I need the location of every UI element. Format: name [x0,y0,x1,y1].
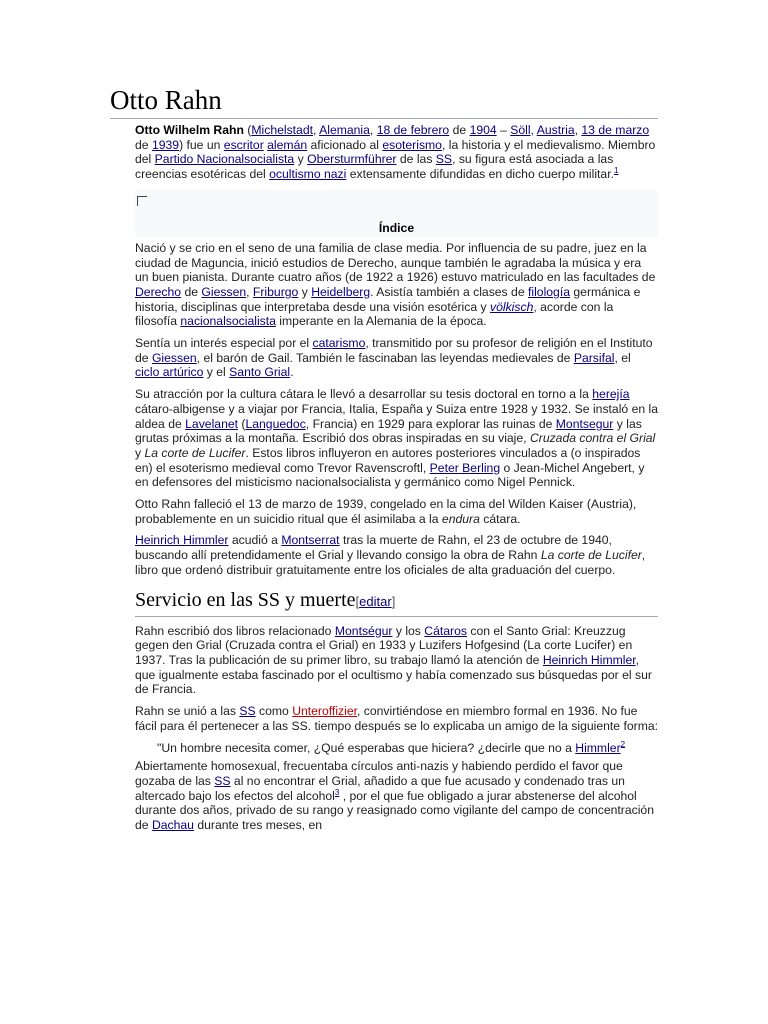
section-heading-servicio [135,588,658,617]
book-title: La corte de Lucifer [144,445,246,460]
text: , [313,123,320,137]
link-cataros[interactable]: Cátaros [424,623,467,638]
text: al no encontrar el Grial, añadido a que fue acusado y condenado tras un altercado bajo los efectos del alcohol [135,773,625,803]
text: , [369,123,377,137]
text: Otto Rahn falleció el 13 de marzo de 1939, congelado en la cima del Wilden Kaiser (Austria), probablemente en un suicidio ritual que él asimilaba a la [135,497,637,526]
link-austria[interactable]: Austria [536,123,575,137]
toc-toggle-checkbox[interactable] [137,196,147,206]
text: durante tres meses, en [193,818,323,833]
text: Rahn se unió a las [135,704,240,719]
text: y [298,284,312,299]
link-volkisch[interactable]: völkisch [490,299,534,314]
link-esoterismo[interactable]: esoterismo [382,137,442,152]
link-alemania[interactable]: Alemania [319,123,370,137]
text: , [246,284,253,299]
text: . Estos libros influyeron en autores posteriores vinculados a (o inspirados en) el esoterismo medieval como Trevor Ravenscroftl, [135,445,641,475]
text: , el barón de Gail. También le fascinaban las leyendas medievales de [196,350,574,365]
text: , transmitido por su profesor de religión en el Instituto de [135,336,653,365]
text: , convirtiéndose en miembro formal en 1936. No fue fácil para él pertenecer a las SS. tiempo después se lo explicaba un amigo de la siguiente forma: [135,704,659,733]
link-michelstadt[interactable]: Michelstadt [251,123,313,137]
text: y [135,445,145,460]
paragraph-early-life [135,241,658,329]
text: ( [243,123,252,137]
paragraph-catarismo [135,336,658,380]
text: , el [614,350,631,365]
text: cátara. [479,511,521,526]
text: y el [203,365,230,380]
link-obersturmfuhrer[interactable]: Obersturmführer [307,152,397,167]
intro-paragraph [135,123,658,182]
text: , Francia) en 1929 para explorar las ruinas de [305,416,556,431]
text: . [290,365,294,380]
link-santo-grial[interactable]: Santo Grial [229,365,291,380]
article-body [135,123,658,840]
table-of-contents [135,190,658,237]
page-title: Otto Rahn [110,84,658,119]
edit-section-link[interactable]: editar [359,593,392,609]
paragraph-thesis [135,387,658,490]
text: extensamente difundidas en dicho cuerpo militar. [346,167,614,182]
link-soll[interactable]: Söll [510,123,531,137]
link-catarismo[interactable]: catarismo [312,336,366,351]
text: germánica e historia, disciplinas que interpretaba desde una visión esotérica y [135,284,641,314]
text: Su atracción por la cultura cátara le llevó a desarrollar su tesis doctoral en torno a la [135,387,593,402]
link-partido-nacionalsocialista[interactable]: Partido Nacionalsocialista [154,152,295,167]
link-montsegur-2[interactable]: Montségur [334,623,393,638]
text: acudió a [228,533,282,548]
reference-2[interactable]: 2 [620,739,626,749]
link-lavelanet[interactable]: Lavelanet [185,416,239,431]
text: de [449,123,470,137]
link-18-febrero[interactable]: 18 de febrero [376,123,450,137]
link-heinrich-himmler[interactable]: Heinrich Himmler [135,533,229,548]
section-heading-text: Servicio en las SS y muerte [135,588,356,611]
link-herejia[interactable]: herejía [592,387,630,402]
reference-3[interactable]: 3 [334,787,340,797]
text: tras la muerte de Rahn, el 23 de octubre de 1940, buscando allí pretendidamente el Grial y llevando consigo la obra de Rahn [135,533,612,563]
link-heidelberg[interactable]: Heidelberg [311,284,371,299]
text: de [135,137,152,152]
edit-bracket: [ [355,593,360,609]
link-1904[interactable]: 1904 [469,123,497,137]
term-endura: endura [441,511,480,526]
paragraph-joined-ss [135,704,658,733]
link-friburgo[interactable]: Friburgo [252,284,299,299]
text: , su figura está asociada a las creencias esotéricas del [135,152,614,182]
link-himmler[interactable]: Himmler [575,740,621,755]
text: , libro que ordenó distribuir gratuitamente entre los oficiales de alta graduación del cuerpo. [135,548,646,577]
link-filologia[interactable]: filología [527,284,570,299]
text: , que igualmente estaba fascinado por el ocultismo y había comenzado sus búsquedas por el sur de Francia. [135,652,652,697]
edit-section [356,594,396,609]
link-13-marzo[interactable]: 13 de marzo [581,123,650,137]
link-ciclo-arturico[interactable]: ciclo artúrico [135,365,204,380]
paragraph-death [135,497,658,526]
edit-bracket: ] [391,593,396,609]
text: "Un hombre necesita comer, ¿Qué esperabas que hiciera? ¿decirle que no a [157,740,576,755]
link-ss-3[interactable]: SS [214,773,231,788]
text: – [496,123,511,137]
text: Nació y se crio en el seno de una familia de clase media. Por influencia de su padre, juez en la ciudad de Maguncia, inició estudios de Derecho, aunque también le agradaba la música y era un buen pianista. Durante cuatro años (de 1922 a 1926) estuvo matriculado en las facultades de [135,240,656,285]
reference-1[interactable]: 1 [613,166,619,176]
text: , [530,123,537,137]
link-dachau[interactable]: Dachau [151,818,194,833]
book-title: La corte de Lucifer [540,548,642,563]
text: Rahn escribió dos libros relacionado [135,623,335,638]
text: o Jean-Michel Angebert, y en defensores del misticismo nacionalsocialista y germánico como Nigel Pennick. [135,460,645,490]
link-parsifal[interactable]: Parsifal [573,350,615,365]
text: aficionado al [307,137,383,152]
link-nacionalsocialista[interactable]: nacionalsocialista [180,314,276,329]
text: como [255,704,293,719]
paragraph-homosexual [135,759,658,833]
text: y las grutas próximas a la montaña. Escribió dos obras inspiradas en su viaje, [135,416,642,446]
link-ss-2[interactable]: SS [239,704,256,719]
text: , acorde con la filosofía [135,299,614,329]
link-peter-berling[interactable]: Peter Berling [429,460,501,475]
text: Abiertamente homosexual, frecuentaba círculos anti-nazis y habiendo perdido el favor que gozaba de las [135,759,623,788]
text: y [294,152,308,167]
text: Sentía un interés especial por el [135,336,313,351]
link-ss[interactable]: SS [435,152,453,167]
link-1939[interactable]: 1939 [151,137,180,152]
link-giessen[interactable]: Giessen [201,284,247,299]
link-heinrich-himmler-2[interactable]: Heinrich Himmler [542,652,636,667]
paragraph-books [135,624,658,698]
text: . Asistía también a clases de [370,284,528,299]
book-title: Cruzada contra el Grial [529,431,656,446]
text: imperante en la Alemania de la época. [275,314,487,329]
link-derecho[interactable]: Derecho [135,284,182,299]
link-giessen-2[interactable]: Giessen [151,350,197,365]
text: , [574,123,582,137]
text: de las [396,152,436,167]
subject-name: Otto Wilhelm Rahn [135,123,244,137]
quote-friend [157,741,658,756]
text: ( [238,416,246,431]
text: ) fue un [179,137,224,152]
text: con el Santo Grial: Kreuzzug gegen den Grial (Cruzada contra el Grial) en 1933 y Luzifers Hofgesind (La corte Lucifer) en 1937. Tras la publicación de su primer libro, su trabajo llamó la atención de [135,623,633,667]
link-unteroffizier[interactable]: Unteroffizier [292,704,357,719]
link-escritor[interactable]: escritor [223,137,264,152]
text: y los [392,623,425,638]
text: cátaro-albigense y a viajar por Francia, Italia, España y Suiza entre 1928 y 1932. Se instaló en la aldea de [135,401,659,431]
link-montsegur[interactable]: Montsegur [555,416,614,431]
link-ocultismo-nazi[interactable]: ocultismo nazi [269,167,347,182]
toc-title: Índice [378,220,415,235]
text: , la historia y el medievalismo. Miembro del [135,137,656,167]
link-aleman[interactable]: alemán [267,137,308,152]
text: , por el que fue obligado a jurar abstenerse del alcohol durante dos años, privado de su rango y reasignado como vigilante del campo de concentración de [135,788,654,833]
link-montserrat[interactable]: Montserrat [281,533,340,548]
text: de [181,284,202,299]
paragraph-himmler [135,533,658,577]
link-languedoc[interactable]: Languedoc [245,416,306,431]
